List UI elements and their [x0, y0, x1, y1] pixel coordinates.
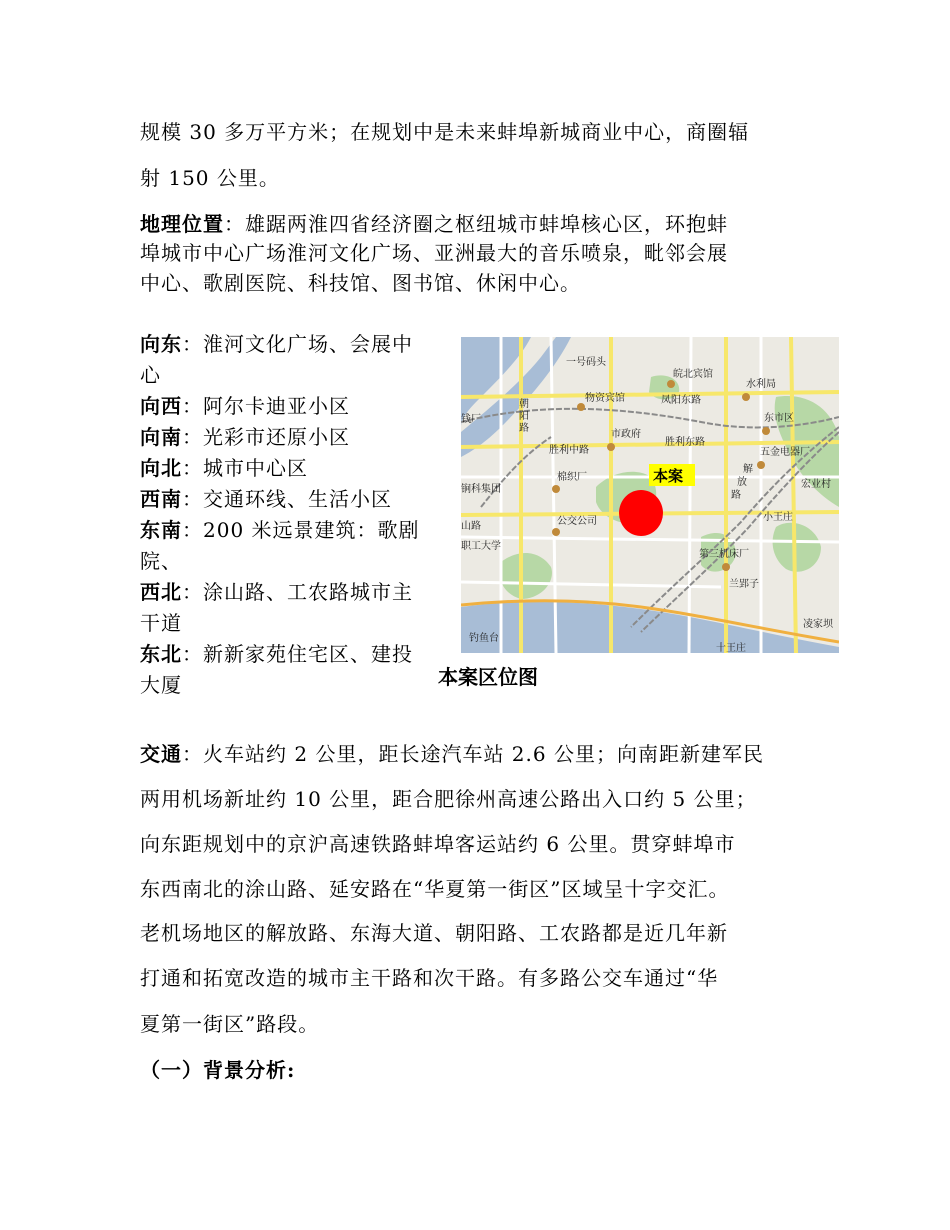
direction-text: ：涂山路、工农路城市主 [182, 580, 413, 604]
direction-label: 向东 [140, 332, 182, 356]
direction-northwest-cont: 干道 [140, 611, 182, 635]
direction-label: 西南 [140, 487, 182, 511]
map-label: 钓鱼台 [469, 633, 499, 644]
map-label: 五金电器厂 [760, 447, 810, 458]
map-label: 一号码头 [566, 357, 606, 368]
project-label: 本案 [653, 467, 684, 485]
direction-southwest [140, 483, 450, 514]
direction-label: 西北 [140, 580, 182, 604]
map-label: 职工大学 [461, 541, 501, 552]
map-label-vertical: 解 [743, 464, 753, 475]
direction-southeast-cont: 院、 [140, 549, 182, 573]
map-label: 胜利东路 [665, 437, 705, 448]
map-caption: 本案区位图 [438, 665, 538, 689]
direction-west [140, 390, 450, 421]
directions-list [140, 328, 450, 700]
direction-south [140, 421, 450, 452]
project-location-marker [619, 490, 663, 536]
map-label: 物资宾馆 [585, 393, 625, 404]
direction-north [140, 452, 450, 483]
traffic-line-5: 老机场地区的解放路、东海大道、朝阳路、工农路都是近几年新 [140, 921, 728, 945]
traffic-line-2: 两用机场新址约 10 公里，距合肥徐州高速公路出入口约 5 公里； [140, 787, 757, 811]
map-label-vertical: 路 [519, 423, 529, 434]
direction-east [140, 328, 450, 359]
map-label: 棉织厂 [557, 472, 587, 483]
location-map [461, 337, 839, 653]
direction-northwest [140, 576, 450, 607]
direction-text: ：光彩市还原小区 [182, 425, 350, 449]
direction-label: 东北 [140, 642, 182, 666]
geo-label: 地理位置 [140, 212, 224, 236]
direction-text: ：新新家苑住宅区、建投 [182, 642, 413, 666]
geo-text-1: ：雄踞两淮四省经济圈之枢纽城市蚌埠核心区，环抱蚌 [224, 212, 728, 236]
traffic-line-4: 东西南北的涂山路、延安路在“华夏第一街区”区域呈十字交汇。 [140, 877, 730, 901]
map-label: 东市区 [764, 413, 794, 424]
direction-text: ：交通环线、生活小区 [182, 487, 392, 511]
direction-text: ：200 米远景建筑：歌剧 [182, 518, 420, 542]
map-label: 凤阳东路 [661, 395, 701, 406]
map-label: 皖北宾馆 [673, 369, 713, 380]
traffic-label: 交通 [140, 742, 182, 766]
traffic-line-1 [140, 738, 764, 767]
direction-southeast [140, 514, 450, 545]
traffic-line-6: 打通和拓宽改造的城市主干路和次干路。有多路公交车通过“华 [140, 966, 719, 990]
map-label: 市政府 [611, 429, 641, 440]
map-label: 公交公司 [557, 516, 597, 527]
direction-label: 向北 [140, 456, 182, 480]
map-label: 锏科集团 [461, 484, 501, 495]
geo-line-2: 埠城市中心广场淮河文化广场、亚洲最大的音乐喷泉，毗邻会展 [140, 241, 728, 265]
map-label-vertical: 阳 [519, 411, 529, 422]
intro-line-2: 射 150 公里。 [140, 166, 280, 190]
geo-line-3: 中心、歌剧医院、科技馆、图书馆、休闲中心。 [140, 271, 581, 295]
map-label: 宏业村 [801, 479, 831, 490]
direction-east-cont: 心 [140, 363, 161, 387]
direction-label: 向西 [140, 394, 182, 418]
map-label: 山路 [461, 521, 481, 532]
direction-text: ：城市中心区 [182, 456, 308, 480]
map-label-vertical: 朝 [519, 399, 529, 410]
traffic-text-1: ：火车站约 2 公里，距长途汽车站 2.6 公里；向南距新建军民 [182, 742, 764, 766]
direction-text: ：淮河文化广场、会展中 [182, 332, 413, 356]
traffic-line-7: 夏第一街区”路段。 [140, 1012, 320, 1036]
map-label-vertical: 放 [737, 477, 747, 488]
geo-line-1 [140, 208, 728, 237]
map-label: 水利局 [746, 379, 776, 390]
direction-label: 向南 [140, 425, 182, 449]
direction-northeast-cont: 大厦 [140, 673, 182, 697]
intro-line-1: 规模 30 多万平方米；在规划中是未来蚌埠新城商业中心，商圈辐 [140, 120, 750, 144]
direction-label: 东南 [140, 518, 182, 542]
map-label: 第三机床厂 [699, 549, 749, 560]
map-label: 十王庄 [716, 643, 746, 653]
map-label: 凌家坝 [803, 619, 833, 630]
direction-text: ：阿尔卡迪亚小区 [182, 394, 350, 418]
map-label-vertical: 路 [731, 490, 741, 501]
traffic-line-3: 向东距规划中的京沪高速铁路蚌埠客运站约 6 公里。贯穿蚌埠市 [140, 832, 736, 856]
map-label: 小王庄 [763, 512, 793, 523]
direction-northeast [140, 638, 450, 669]
section-heading: （一）背景分析: [140, 1058, 296, 1082]
map-label: 胜利中路 [549, 445, 589, 456]
map-label: 钱厂 [461, 414, 481, 425]
map-label: 兰郢子 [729, 579, 759, 590]
